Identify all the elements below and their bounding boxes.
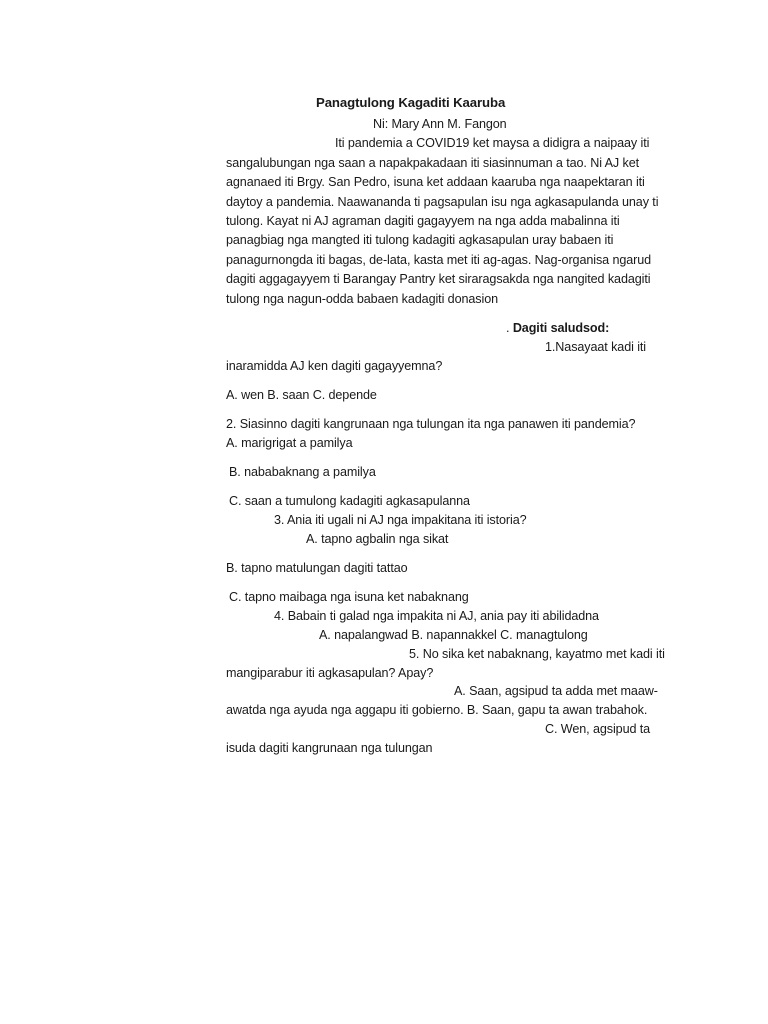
question-5-choice: C. Wen, agsipud ta — [545, 722, 651, 736]
questions-heading-prefix: . — [506, 321, 513, 335]
question-2-choice: C. saan a tumulong kadagiti agkasapulanna — [229, 494, 470, 508]
question-3-choice: B. tapno matulungan dagiti tattao — [226, 561, 408, 575]
question-2-line: 2. Siasinno dagiti kangrunaan nga tulungan ita nga panawen iti pandemia? — [226, 417, 636, 431]
question-2-choice: B. nababaknang a pamilya — [229, 465, 376, 479]
question-1-line: 1.Nasayaat kadi iti — [545, 340, 647, 354]
question-1-line: inaramidda AJ ken dagiti gagayyemna? — [226, 359, 443, 373]
question-5-line: 5. No sika ket nabaknang, kayatmo met kadi iti — [409, 647, 665, 661]
story-line: tulong. Kayat ni AJ agraman dagiti gagayyem na nga adda mabalinna iti — [226, 214, 620, 228]
story-line: daytoy a pandemia. Naawananda ti pagsapulan isu nga agkasapulanda unay ti — [226, 195, 659, 209]
story-line: panagbiag nga mangted iti tulong kadagiti agkasapulan uray babaen iti — [226, 233, 614, 247]
question-3-choice: A. tapno agbalin nga sikat — [306, 532, 449, 546]
question-5-choice: awatda nga ayuda nga aggapu iti gobierno. B. Saan, gapu ta awan trabahok. — [226, 703, 648, 717]
story-line: sangalubungan nga saan a napakpakadaan iti siasinnuman a tao. Ni AJ ket — [226, 156, 639, 170]
question-3-choice: C. tapno maibaga nga isuna ket nabaknang — [229, 590, 469, 604]
questions-heading — [506, 320, 609, 336]
question-4-line: 4. Babain ti galad nga impakita ni AJ, ania pay iti abilidadna — [274, 609, 599, 623]
story-line: tulong nga nagun-odda babaen kadagiti donasion — [226, 292, 499, 306]
story-line: agnanaed iti Brgy. San Pedro, isuna ket addaan kaaruba nga naapektaran iti — [226, 175, 645, 189]
document-title: Panagtulong Kagaditi Kaaruba — [316, 95, 506, 110]
question-3-line: 3. Ania iti ugali ni AJ nga impakitana iti istoria? — [274, 513, 527, 527]
author-line: Ni: Mary Ann M. Fangon — [373, 117, 507, 131]
question-5-choice: A. Saan, agsipud ta adda met maaw- — [454, 684, 658, 698]
question-5-line: mangiparabur iti agkasapulan? Apay? — [226, 666, 434, 680]
story-line: panagurnongda iti bagas, de-lata, kasta met iti ag-agas. Nag-organisa ngarud — [226, 253, 652, 267]
story-line: Iti pandemia a COVID19 ket maysa a didigra a naipaay iti — [335, 136, 650, 150]
question-2-choice: A. marigrigat a pamilya — [226, 436, 353, 450]
story-line: dagiti aggagayyem ti Barangay Pantry ket siraragsakda nga nangited kadagiti — [226, 272, 651, 286]
question-5-choice: isuda dagiti kangrunaan nga tulungan — [226, 741, 433, 755]
question-4-choices: A. napalangwad B. napannakkel C. managtulong — [319, 628, 588, 642]
questions-heading-text: Dagiti saludsod: — [512, 321, 610, 335]
question-1-choices: A. wen B. saan C. depende — [226, 388, 377, 402]
